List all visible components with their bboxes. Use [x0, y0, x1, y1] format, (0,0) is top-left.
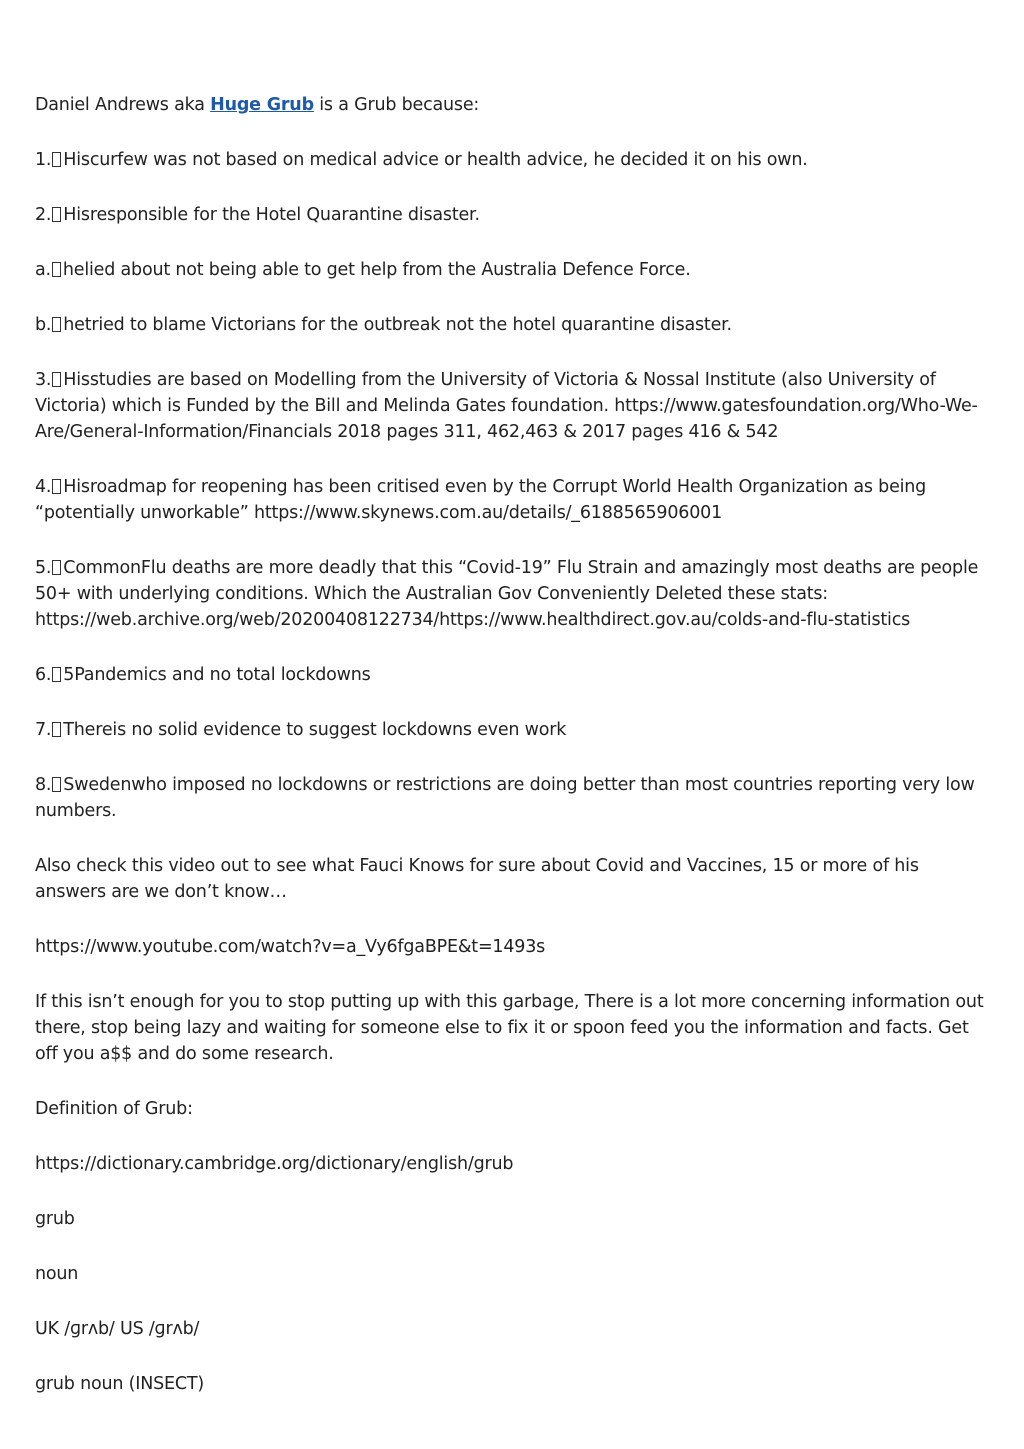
list-item — [35, 662, 995, 688]
item-lead: His — [63, 477, 90, 497]
item-text: tried to blame Victorians for the outbreak not the hotel quarantine disaster. — [84, 315, 732, 335]
item-text: is no solid evidence to suggest lockdowns even work — [112, 720, 567, 740]
list-item — [35, 202, 995, 228]
item-text: roadmap for reopening has been critised even by the Corrupt World Health Organization as being “potentially unworkable” https://www.skynews.com.au/details/_6188565906001 — [35, 477, 927, 523]
item-text: curfew was not based on medical advice or health advice, he decided it on his own. — [89, 150, 808, 170]
huge-grub-link[interactable]: Huge Grub — [210, 95, 314, 115]
item-text: lied about not being able to get help from the Australia Defence Force. — [84, 260, 691, 280]
part-of-speech: noun — [35, 1264, 79, 1284]
missing-glyph-box — [52, 777, 61, 792]
item-lead: His — [63, 150, 90, 170]
intro-paragraph — [35, 92, 995, 118]
pronunciation: UK /ɡrʌb/ US /ɡrʌb/ — [35, 1319, 200, 1339]
missing-glyph-box — [52, 722, 61, 737]
item-lead: Common — [63, 558, 141, 578]
item-number: 2. — [35, 205, 52, 225]
item-text: responsible for the Hotel Quarantine disaster. — [89, 205, 480, 225]
intro-before: Daniel Andrews aka — [35, 95, 211, 115]
item-lead: There — [63, 720, 113, 740]
item-number: 8. — [35, 775, 52, 795]
item-lead: 5 — [63, 665, 75, 685]
item-number: 6. — [35, 665, 52, 685]
list-item — [35, 772, 995, 824]
missing-glyph-box — [52, 372, 61, 387]
list-item — [35, 474, 995, 526]
missing-glyph-box — [52, 207, 61, 222]
list-item — [35, 257, 995, 283]
missing-glyph-box — [52, 262, 61, 277]
list-item — [35, 147, 995, 173]
item-lead: he — [63, 315, 85, 335]
closing-paragraph: If this isn’t enough for you to stop putting up with this garbage, There is a lot more concerning information out there, stop being lazy and waiting for someone else to fix it or spoon feed you the information and facts. Get off you a$$ and do some research. — [35, 992, 984, 1064]
youtube-url-text: https://www.youtube.com/watch?v=a_Vy6fgaBPE&t=1493s — [35, 937, 546, 957]
missing-glyph-box — [52, 317, 61, 332]
item-number: 1. — [35, 150, 52, 170]
list-item — [35, 312, 995, 338]
item-number: a. — [35, 260, 51, 280]
item-number: b. — [35, 315, 52, 335]
item-number: 7. — [35, 720, 52, 740]
item-number: 4. — [35, 477, 52, 497]
list-item — [35, 367, 995, 445]
item-lead: Sweden — [63, 775, 132, 795]
item-lead: he — [62, 260, 85, 280]
dictionary-url-text: https://dictionary.cambridge.org/dictionary/english/grub — [35, 1154, 514, 1174]
word-sense: grub noun (INSECT) — [35, 1374, 204, 1394]
item-lead: His — [63, 205, 90, 225]
fauci-paragraph: Also check this video out to see what Fauci Knows for sure about Covid and Vaccines, 15 or more of his answers are we don’t know… — [35, 856, 919, 902]
item-number: 5. — [35, 558, 52, 578]
item-text: who imposed no lockdowns or restrictions are doing better than most countries reporting very low numbers. — [35, 775, 975, 821]
list-item — [35, 555, 995, 633]
item-lead: His — [63, 370, 90, 390]
item-number: 3. — [35, 370, 52, 390]
item-text: Flu deaths are more deadly that this “Covid-19” Flu Strain and amazingly most deaths are people 50+ with underlying conditions. Which the Australian Gov Conveniently Deleted these stats: https://web.archive.org/web/20200408122734/https://www.healthdirect.gov.au/colds-and-flu-statistics — [35, 558, 979, 630]
missing-glyph-box — [52, 152, 61, 167]
definition-heading: Definition of Grub: — [35, 1099, 193, 1119]
missing-glyph-box — [52, 667, 61, 682]
list-item — [35, 717, 995, 743]
missing-glyph-box — [52, 560, 61, 575]
missing-glyph-box — [52, 479, 61, 494]
document-body — [35, 92, 995, 1426]
intro-after: is a Grub because: — [313, 95, 480, 115]
item-text: Pandemics and no total lockdowns — [74, 665, 371, 685]
dictionary-word: grub — [35, 1209, 75, 1229]
item-text: studies are based on Modelling from the University of Victoria & Nossal Institute (also University of Victoria) which is Funded by the Bill and Melinda Gates foundation. https://www.gatesfoundation.org/Who-We-Are/General-Information/Financials 2018 pages 311, 462,463 & 2017 pages 416 & 542 — [35, 370, 978, 442]
